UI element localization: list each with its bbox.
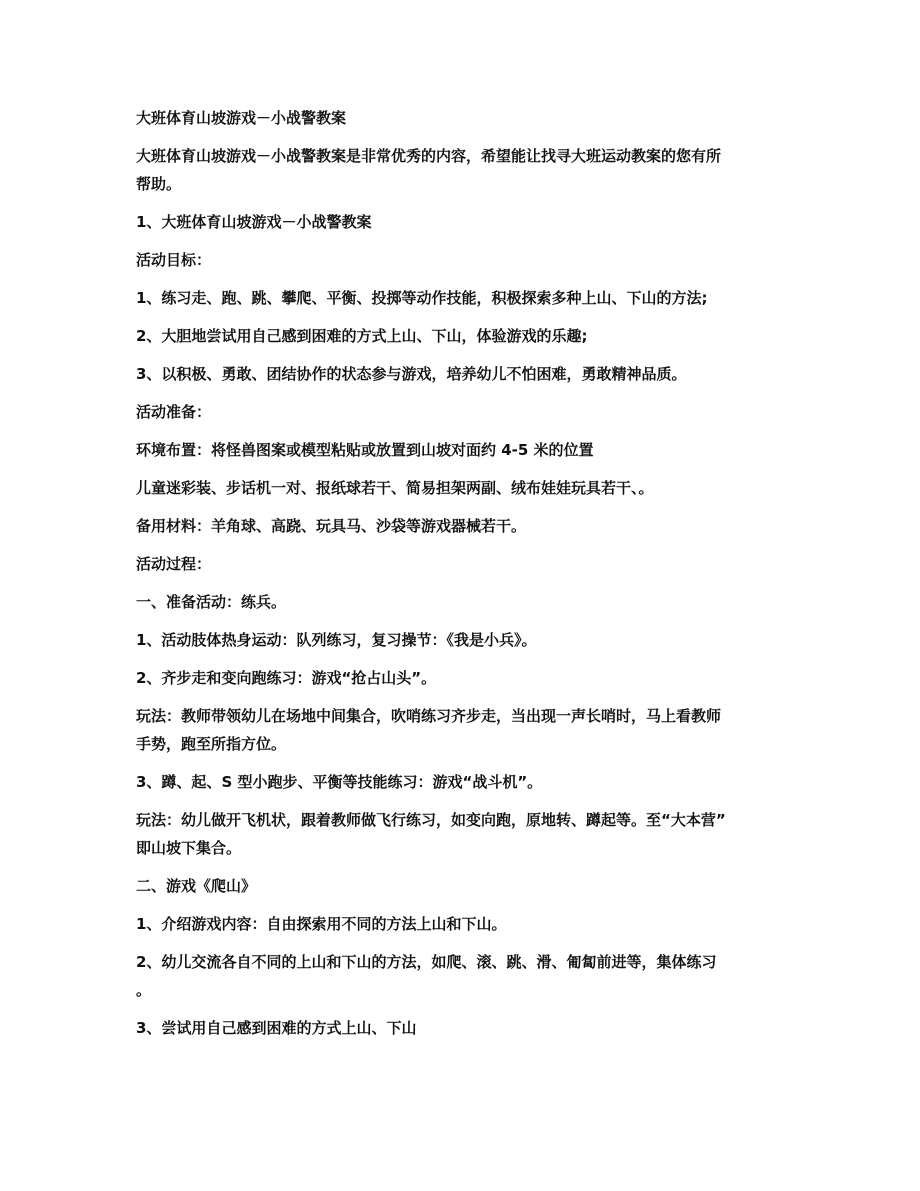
intro-line: 大班体育山坡游戏－小战警教案是非常优秀的内容，希望能让找寻大班运动教案的您有所 [136, 147, 722, 165]
document-title: 大班体育山坡游戏－小战警教案 [136, 109, 347, 127]
prep-materials: 备用材料：羊角球、高跷、玩具马、沙袋等游戏器械若干。 [136, 517, 527, 535]
process-step: 2、齐步走和变向跑练习：游戏“抢占山头”。 [136, 669, 437, 687]
process-step [136, 948, 786, 1004]
play-rule-line: 玩法：幼儿做开飞机状，跟着教师做飞行练习，如变向跑，原地转、蹲起等。至“大本营” [136, 811, 726, 829]
process-step-line: 2、幼儿交流各自不同的上山和下山的方法，如爬、滚、跳、滑、匍匐前进等，集体练习 [136, 953, 717, 971]
document-body [136, 104, 786, 1052]
process-step: 1、介绍游戏内容：自由探索用不同的方法上山和下山。 [136, 915, 507, 933]
prep-environment: 环境布置：将怪兽图案或模型粘贴或放置到山坡对面约 4-5 米的位置 [136, 441, 594, 459]
play-rule-line: 即山坡下集合。 [136, 839, 242, 857]
process-step: 3、蹲、起、S 型小跑步、平衡等技能练习：游戏“战斗机”。 [136, 773, 543, 791]
play-rule [136, 806, 786, 862]
intro-line: 帮助。 [136, 175, 182, 193]
process-label: 活动过程： [136, 555, 212, 573]
goal-item: 1、练习走、跑、跳、攀爬、平衡、投掷等动作技能，积极探索多种上山、下山的方法; [136, 289, 708, 307]
goal-item: 3、以积极、勇敢、团结协作的状态参与游戏，培养幼儿不怕困难，勇敢精神品质。 [136, 365, 687, 383]
intro-paragraph [136, 142, 786, 198]
process-step: 3、尝试用自己感到困难的方式上山、下山 [136, 1019, 417, 1037]
goal-item: 2、大胆地尝试用自己感到困难的方式上山、下山，体验游戏的乐趣; [136, 327, 588, 345]
part2-heading: 二、游戏《爬山》 [136, 877, 257, 895]
play-rule-line: 手势，跑至所指方位。 [136, 735, 287, 753]
section-heading: 1、大班体育山坡游戏－小战警教案 [136, 213, 372, 231]
part1-heading: 一、准备活动：练兵。 [136, 593, 287, 611]
prep-label: 活动准备： [136, 403, 212, 421]
process-step: 1、活动肢体热身运动：队列练习，复习操节：《我是小兵》。 [136, 631, 537, 649]
play-rule [136, 702, 786, 758]
process-step-line: 。 [136, 981, 152, 999]
play-rule-line: 玩法：教师带领幼儿在场地中间集合，吹哨练习齐步走，当出现一声长哨时，马上看教师 [136, 707, 722, 725]
prep-items: 儿童迷彩装、步话机一对、报纸球若干、简易担架两副、绒布娃娃玩具若干、。 [136, 479, 654, 497]
goals-label: 活动目标： [136, 251, 212, 269]
